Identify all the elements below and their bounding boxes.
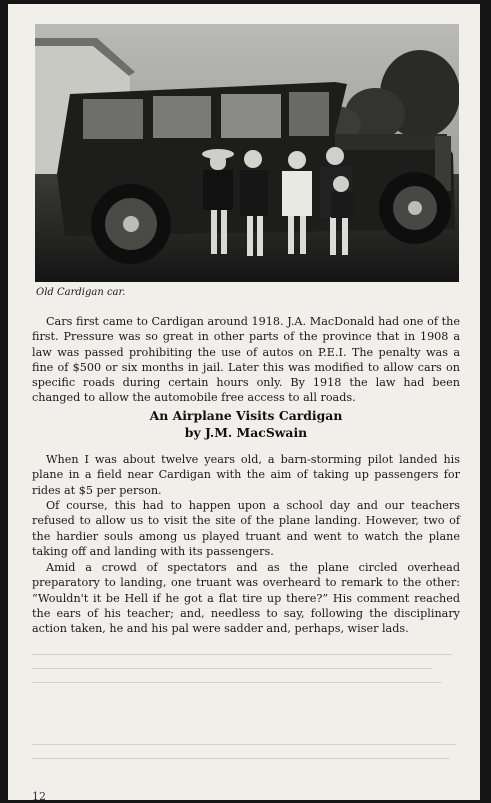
article-byline: by J.M. MacSwain [184, 425, 308, 440]
document-page [8, 4, 480, 803]
photo-caption: Old Cardigan car. [36, 287, 126, 298]
article-paragraph-2: Of course, this had to happen upon a school day and our teachers refused to allow us to visit the site of the plane landing. However, two of the hardier souls among us played truant and went to watch the plane taking off and landing with its passengers. [32, 499, 460, 558]
article-title: An Airplane Visits Cardigan [149, 408, 343, 423]
show-through-line [32, 744, 456, 745]
show-through-line [32, 682, 442, 683]
show-through-line [32, 758, 450, 759]
old-car-photo [35, 24, 459, 282]
article-paragraph-3: Amid a crowd of spectators and as the plane circled overhead preparatory to landing, one truant was overheard to remark to the other: “Wouldn't it be Hell if he got a flat tire up there?” His comment reached the ears of his teacher; and, needless to say, following the disciplinary action taken, he and his pal were sadder and, perhaps, wiser lads. [32, 561, 460, 636]
car-photo-illustration [35, 24, 459, 282]
show-through-line [32, 654, 452, 655]
show-through-line [32, 668, 432, 669]
page-number: 12 [32, 790, 46, 803]
article-paragraph-1: When I was about twelve years old, a barn-storming pilot landed his plane in a field near Cardigan with the aim of taking up passengers for rides at $5 per person. [32, 453, 460, 497]
intro-paragraph: Cars first came to Cardigan around 1918. J.A. MacDonald had one of the first. Pressure was so great in other parts of the province that in 1908 a law was passed prohibiting the use of autos on P.E.I. The penalty was a fine of $500 or six months in jail. Later this was modified to allow cars on specific roads during certain hours only. By 1918 the law had been changed to allow the automobile free access to all roads. [32, 315, 460, 405]
